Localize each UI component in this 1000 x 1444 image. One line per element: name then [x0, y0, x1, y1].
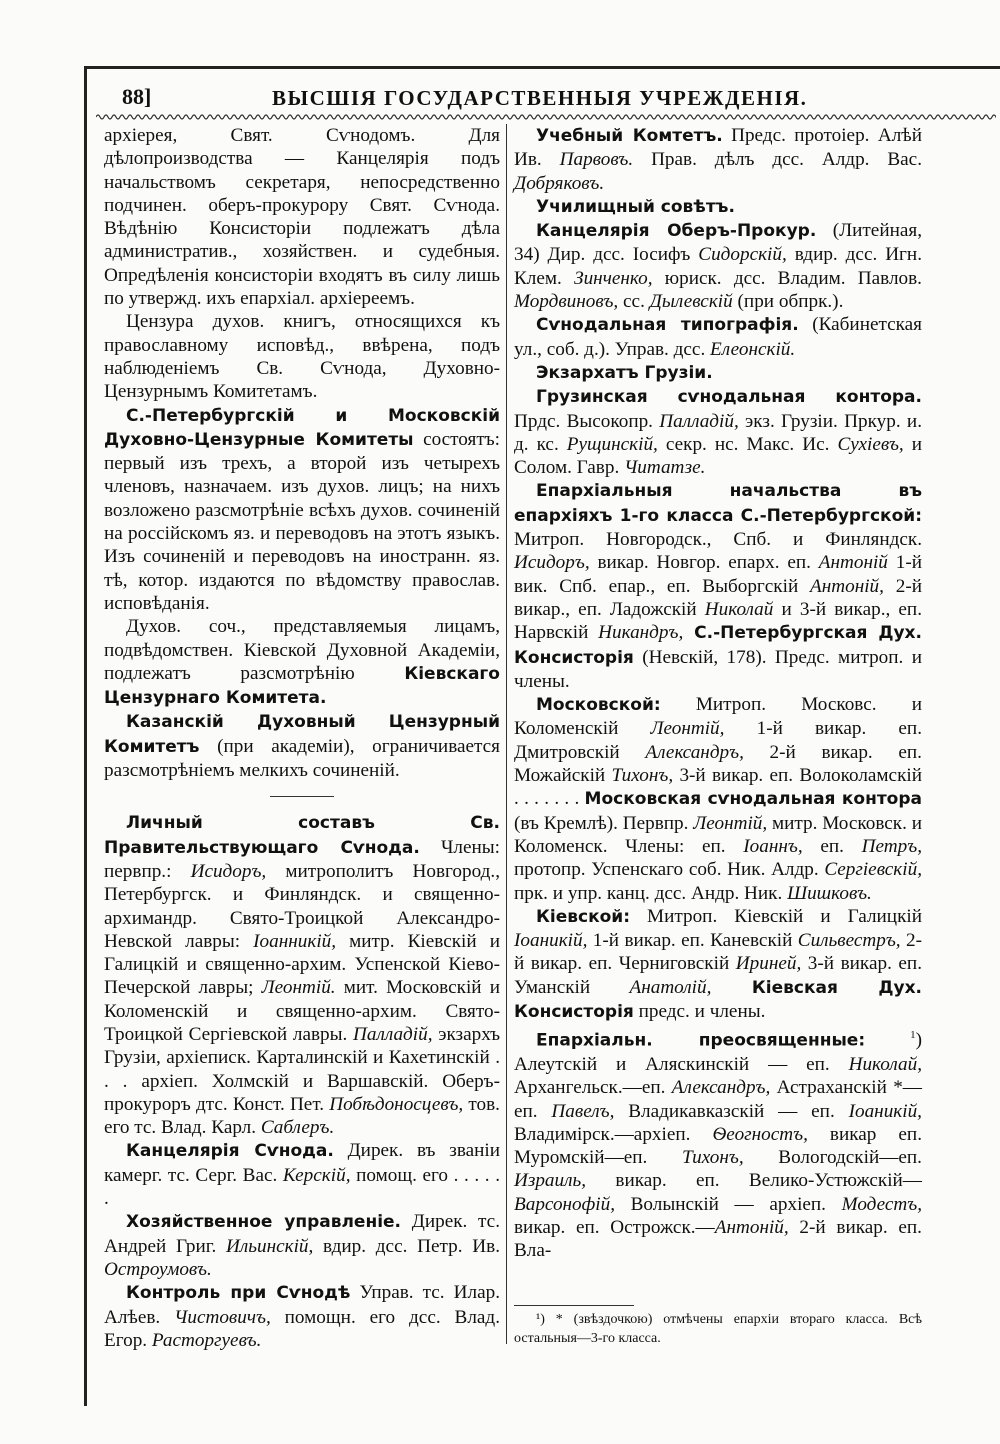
- paragraph: Сѵнодальная типографія. (Кабинетская ул., соб. д.). Управ. дсс. Елеонскій.: [514, 314, 922, 360]
- paragraph: Епархіальныя начальства въ епархіяхъ 1-го класса С.-Петербургской: Митроп. Новгородск., Спб. и Финляндск. Исидоръ, викар. Новгор. епарх. еп. Антоній 1-й вик. Спб. епар., еп. Выборгскій Антоній, 2-й викар., еп. Ладожскій Николай и 3-й викар., еп. Нарвскій Никандръ, С.-Петербургская Дух. Консисторія (Невскій, 178). Предс. митроп. и члены.: [514, 481, 922, 692]
- footnote-text: * (звѣздочкою) отмѣчены епархіи втораго класса. Всѣ остальныя—3-го класса.: [514, 1312, 922, 1346]
- paragraph: архіерея, Свят. Сѵнодомъ. Для дѣлопроизводства — Канцелярія подъ начальствомъ секретаря, непосредственно подчинен. оберъ-прокурору Свят. Сѵнода. Вѣдѣнію Консисторіи подлежатъ дѣла административ., хозяйствен. и судебныя. Опредѣленія консисторіи входятъ въ силу лишь по утвержд. ихъ епархіал. архіереемъ.: [104, 125, 500, 310]
- paragraph: Казанскій Духовный Цензурный Комитетъ (при академіи), ограничивается разсмотрѣніемъ мелкихъ сочиненій.: [104, 712, 500, 782]
- paragraph: Канцелярія Сѵнода. Дирек. въ званіи камерг. тс. Серг. Вас. Керскій, помощ. его . . . . . .: [104, 1140, 501, 1210]
- paragraph: Духов. соч., представляемыя лицамъ, подвѣдомствен. Кіевской Духовной Академіи, подлежатъ разсмотрѣнію Кіевскаго Цензурнаго Комитета.: [104, 616, 500, 709]
- footnote: [514, 1310, 922, 1348]
- footnote-number: ¹): [536, 1312, 545, 1327]
- paragraph: Личный составъ Св. Правительствующаго Сѵнода. Члены: первпр.: Исидоръ, митрополитъ Новгород., Петербургск. и Финляндск. и священно-архимандр. Свято-Троицкой Александро-Невской лавры: Іоанникій, митр. Кіевскій и Галицкій и священно-архим. Успенской Кіево-Печерской лавры; Леонтій. мит. Московскій и Коломенскій и священно-архим. Свято-Троицкой Сергіевской лавры. Палладій, экзархъ Грузіи, архіеписк. Карталинскій и Кахетинскій . . . архіеп. Холмскій и Варшавскій. Оберъ-прокуроръ дтс. Конст. Пет. Побѣдоносцевъ, тов. его тс. Влад. Карл. Саблеръ.: [104, 813, 500, 1139]
- page-number: 88]: [122, 84, 152, 109]
- column-divider: [506, 124, 507, 1344]
- right-column: [514, 124, 922, 1263]
- paragraph: Контроль при Сѵнодѣ Управ. тс. Илар. Алѣев. Чистовичъ, помощн. его дсс. Влад. Егор. Расторгуевъ.: [104, 1282, 500, 1351]
- left-column: [104, 124, 500, 1352]
- paragraph: Епархіальн. преосвященные: $^1$) Алеутскій и Аляскинскій — еп. Николай, Архангельск.—еп. Александръ, Астраханскій *—еп. Павелъ, Владикавказскій — еп. Іоаникій, Владимірск.—архіеп. Ѳеогностъ, викар еп. Муромскій—еп. Тихонъ, Вологодскій—еп. Израиль, викар. еп. Велико-Устюжскій—Варсонофій, Волынскій — архіеп. Модестъ, викар. еп. Острожск.—Антоній, 2-й викар. еп. Вла-: [514, 1029, 922, 1262]
- wavy-header-rule: [96, 110, 996, 124]
- frame-left-rule: [84, 66, 87, 1406]
- paragraph: Экзархатъ Грузіи.: [536, 362, 713, 383]
- paragraph: Канцелярія Оберъ-Прокур. (Литейная, 34) Дир. дсс. Іосифъ Сидорскій, вдир. дсс. Игн. Клем. Зинченко, юриск. дсс. Владим. Павлов. Мордвиновъ, сс. Дылевскій (при обпрк.).: [514, 220, 922, 313]
- paragraph: С.-Петербургскій и Московскій Духовно-Цензурные Комитеты состоятъ: первый изъ трехъ, а второй изъ четырехъ членовъ, назначаем. изъ духов. лицъ; на нихъ возложено разсмотрѣніе всѣхъ духов. сочиненій на россійскомъ яз. и переводовъ на этотъ языкъ. Изъ сочиненій и переводовъ на иностранн. яз. тѣ, котор. издаются по вѣдомству православ. исповѣданія.: [104, 405, 500, 614]
- paragraph: Хозяйственное управленіе. Дирек. тс. Андрей Григ. Ильинскій, вдир. дсс. Петр. Ив. Остроумовъ.: [104, 1211, 500, 1280]
- running-title: ВЫСШІЯ ГОСУДАРСТВЕННЫЯ УЧРЕЖДЕНІЯ.: [272, 86, 808, 110]
- frame-top-rule: [84, 66, 1000, 69]
- paragraph: Цензура духов. книгъ, относящихся къ православному исповѣд., ввѣрена, подъ наблюденіемъ Св. Сѵнода, Духовно-Цензурнымъ Комитетамъ.: [104, 311, 500, 403]
- paragraph: Учебный Комтетъ. Предс. протоіер. Алѣй Ив. Парвовъ. Прав. дѣлъ дсс. Алдр. Вас. Добряковъ.: [514, 125, 922, 194]
- footnote-rule: [514, 1305, 634, 1306]
- paragraph: Грузинская сѵнодальная контора. Прдс. Высокопр. Палладій, экз. Грузіи. Пркур. и. д. кс. Рущинскій, секр. нс. Макс. Ис. Сухіевъ, и Солом. Гавр. Читатзе.: [514, 387, 922, 479]
- section-separator: [270, 796, 334, 797]
- paragraph: Кіевской: Митроп. Кіевскій и Галицкій Іоаникій, 1-й викар. еп. Каневскій Сильвестръ, 2-й викар. еп. Черниговскій Ириней, 3-й викар. еп. Уманскій Анатолій, Кіевская Дух. Консисторія предс. и члены.: [514, 905, 922, 1022]
- paragraph: Училищный совѣтъ.: [536, 196, 735, 217]
- footnote-marker: 1: [910, 1029, 916, 1042]
- page-header: [96, 80, 1000, 114]
- paragraph: Московской: Митроп. Московс. и Коломенскій Леонтій, 1-й викар. еп. Дмитровскій Александръ, 2-й викар. еп. Можайскій Тихонъ, 3-й викар. еп. Волоколамскій . . . . . . . Московская сѵнодальная контора (въ Кремлѣ). Первпр. Леонтій, митр. Московск. и Коломенск. Члены: еп. Іоаннъ, еп. Петръ, протопр. Успенскаго соб. Ник. Алдр. Сергіевскій, прк. и упр. канц. дсс. Андр. Ник. Шишковъ.: [514, 694, 922, 904]
